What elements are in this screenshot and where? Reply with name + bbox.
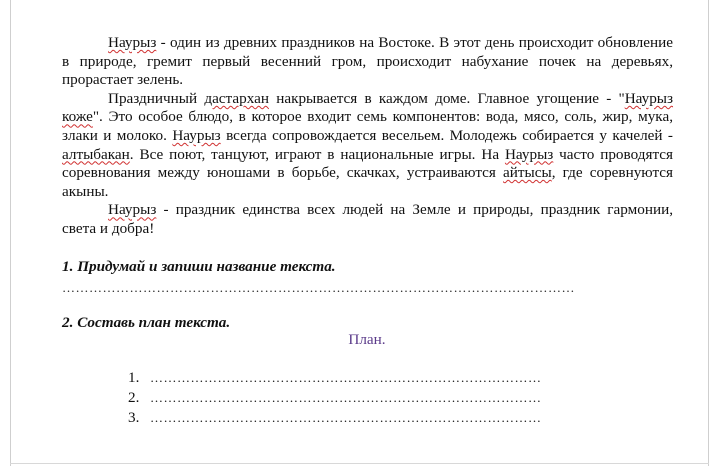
text-paragraph (62, 90, 673, 202)
plan-item[interactable] (128, 369, 542, 387)
task-1-answer-line[interactable]: …………………………………………………………………………………………………… (62, 280, 575, 295)
page-border-left (10, 0, 11, 466)
spellcheck-flagged-word: Наурыз (504, 145, 554, 163)
spellcheck-flagged-word: Наурыз (108, 201, 157, 219)
plan-item-number: 2. (128, 389, 140, 406)
page-border-bottom (10, 463, 709, 464)
text-run: , где соревнуются акыны. (62, 164, 674, 200)
spellcheck-flagged-word: дастархан (204, 89, 269, 107)
plan-title: План. (348, 331, 386, 348)
plan-item[interactable] (128, 409, 542, 427)
plan-item-line[interactable]: …………………………………………………………………………… (150, 390, 542, 405)
text-run: Праздничный (108, 89, 205, 107)
spellcheck-flagged-word: Наурыз коже (62, 89, 674, 126)
text-run: накрывается в каждом доме. Главное угощение - " (268, 89, 625, 107)
task-1-prompt: 1. Придумай и запиши название текста. (62, 258, 336, 275)
spellcheck-flagged-word: айтысы (503, 164, 552, 182)
plan-item[interactable] (128, 389, 542, 407)
text-run: ". Это особое блюдо, в которое входит семь компонентов: вода, мясо, соль, жир, мука, злаки и молоко. (62, 108, 673, 144)
spellcheck-flagged-word: Наурыз (108, 34, 157, 51)
text-run: - праздник единства всех людей на Земле и природы, праздник гармонии, света и добра! (62, 201, 673, 237)
text-run: . Все поют, танцуют, играют в национальные игры. На (129, 145, 505, 163)
plan-item-line[interactable]: …………………………………………………………………………… (150, 370, 542, 385)
spellcheck-flagged-word: Наурыз (172, 126, 221, 144)
text-run: часто проводятся соревнования между юношами в борьбе, скачках, устраиваются (62, 145, 673, 182)
plan-item-number: 3. (128, 409, 140, 426)
text-paragraph (62, 201, 673, 238)
task-2-prompt: 2. Составь план текста. (62, 314, 231, 331)
reading-text (62, 34, 673, 239)
text-run: всегда сопровождается весельем. Молодежь собирается у качелей - (220, 126, 673, 144)
plan-item-line[interactable]: …………………………………………………………………………… (150, 410, 542, 425)
text-run: - один из древних праздников на Востоке. В этот день происходит обновление в природе, гремит первый весенний гром, происходит набухание почек на деревьях, прорастает зелень. (62, 34, 673, 89)
spellcheck-flagged-word: алтыбакан (62, 145, 130, 163)
page-border-right (708, 0, 709, 466)
text-paragraph (62, 34, 673, 90)
plan-item-number: 1. (128, 369, 140, 386)
